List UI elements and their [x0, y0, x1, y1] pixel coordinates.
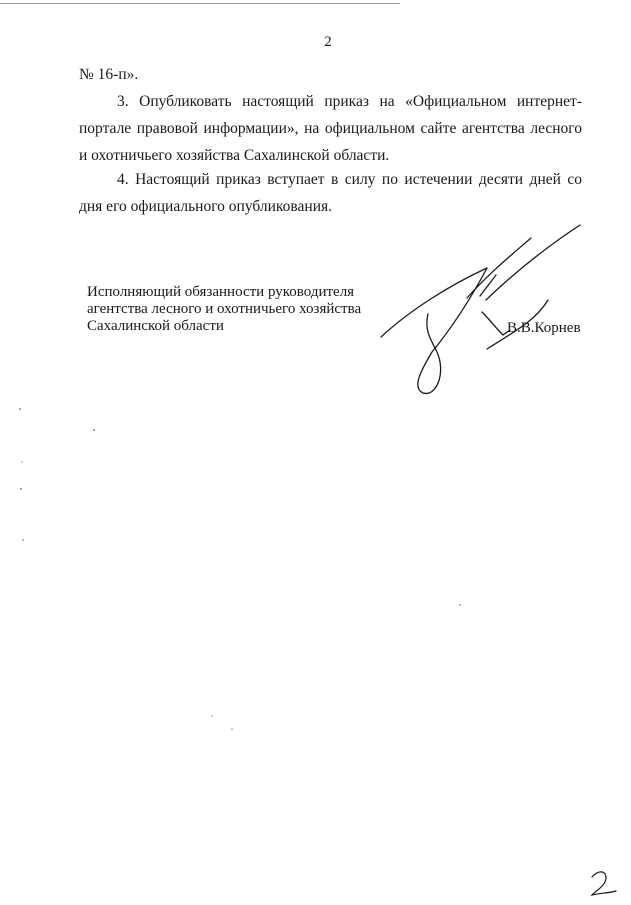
paragraph-4: 4. Настоящий приказ вступает в силу по истечении десяти дней со дня его официального опубликования.: [79, 171, 582, 215]
position-line-1: Исполняющий обязанности руководителя: [87, 284, 355, 300]
signer-name: В.В.Корнев: [507, 320, 581, 336]
signatory-position: [87, 284, 387, 335]
page-number: 2: [324, 34, 332, 50]
position-line-2: агентства лесного и охотничьего хозяйства: [87, 301, 362, 317]
paragraph-3: 3. Опубликовать настоящий приказ на «Официальном интернет-портале правовой информации», на официальном сайте агентства лесного и охотничьего хозяйства Сахалинской области.: [79, 93, 582, 164]
top-scan-edge: [0, 3, 400, 4]
order-reference-continuation: № 16-п».: [79, 66, 139, 83]
position-line-3: Сахалинской области: [87, 318, 224, 334]
